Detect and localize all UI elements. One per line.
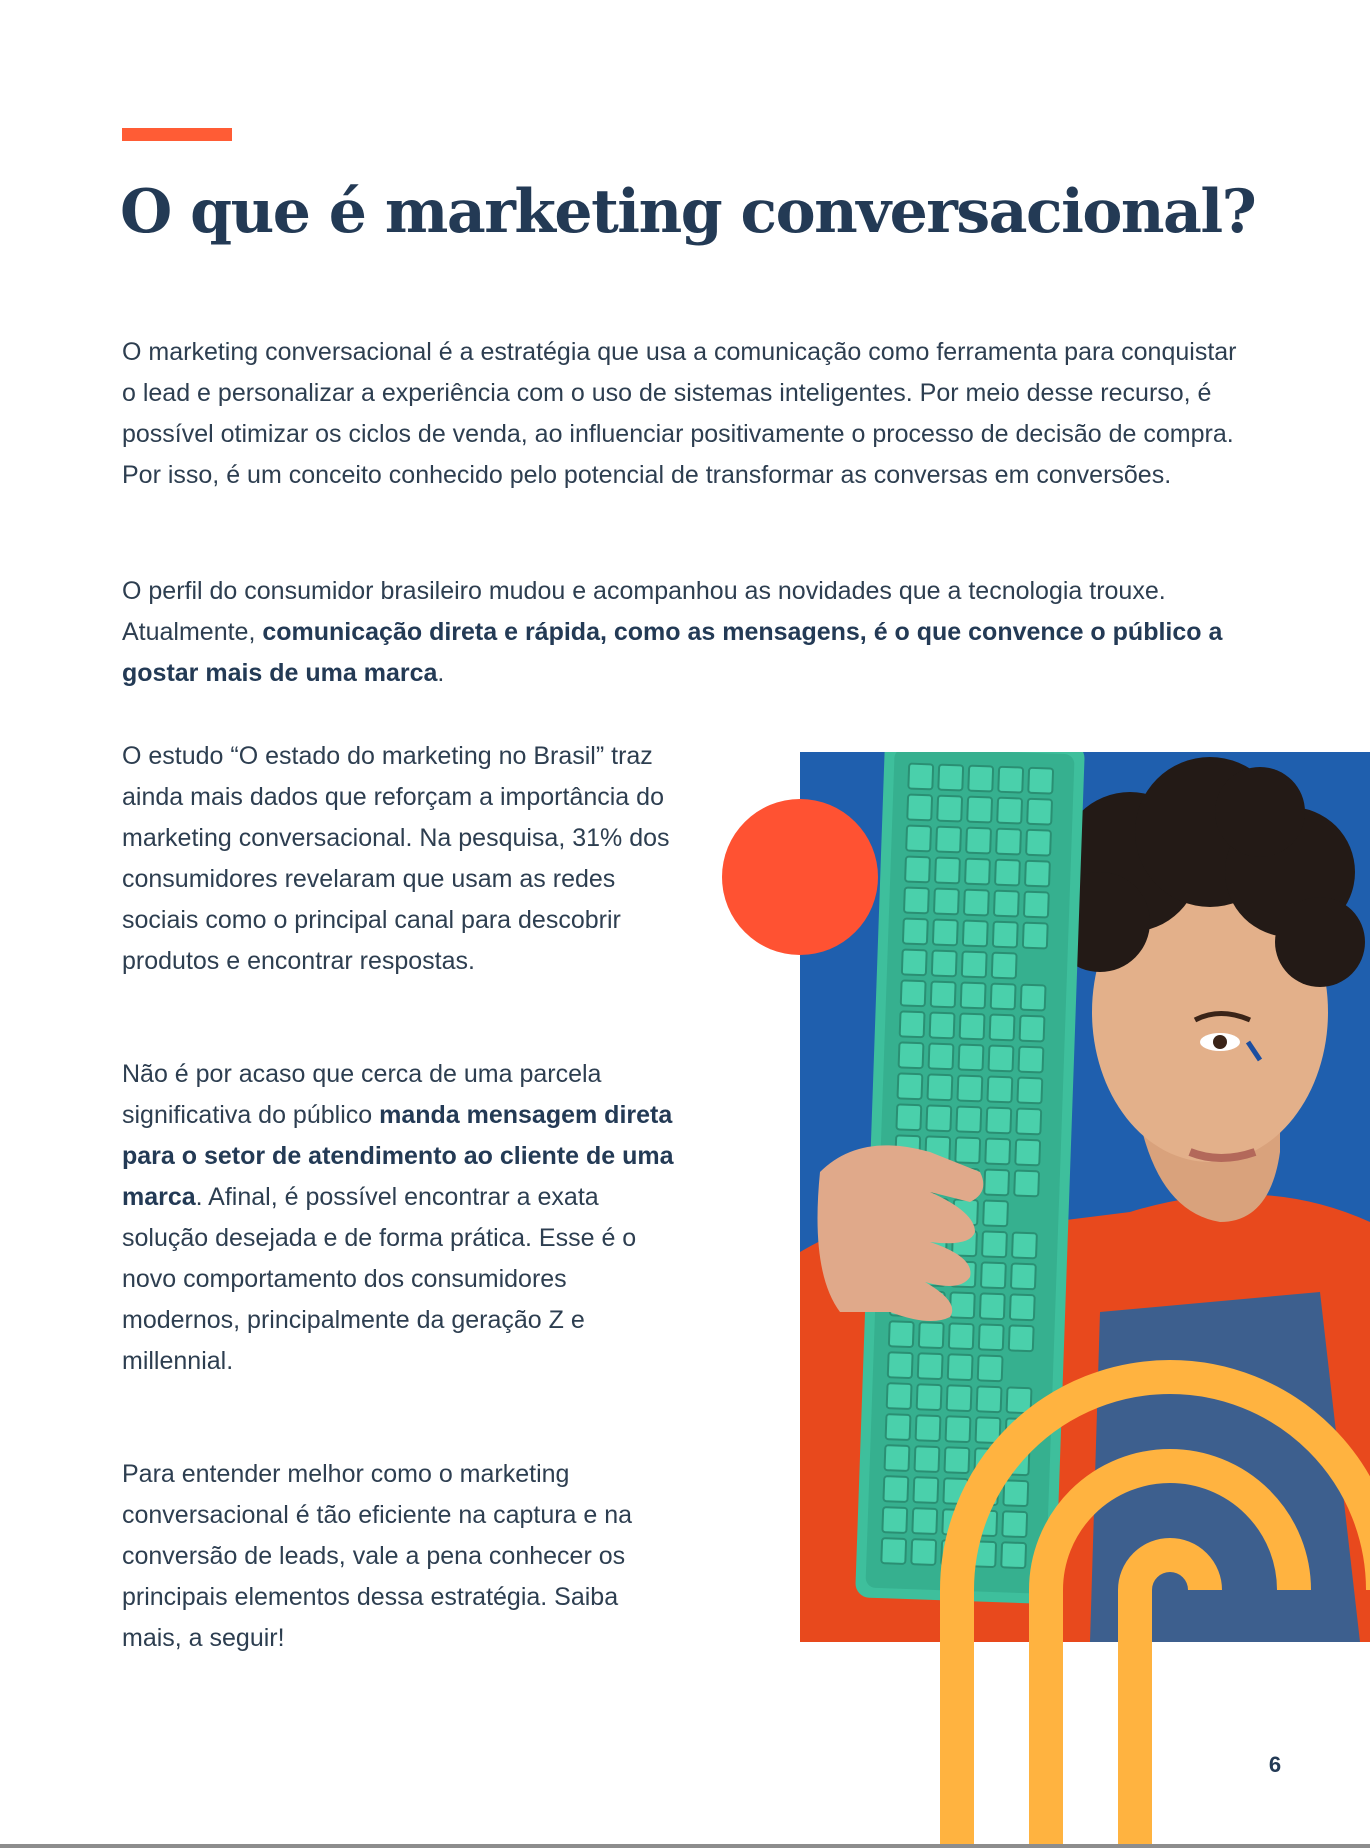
- keyboard-key: [888, 1352, 913, 1378]
- keyboard-key: [1012, 1232, 1037, 1258]
- keyboard-key: [1026, 830, 1051, 856]
- keyboard-key: [1024, 892, 1049, 918]
- keyboard-key: [1021, 985, 1046, 1011]
- paragraph-consumer-profile-bold: comunicação direta e rápida, como as mensagens, é o que convence o público a gostar mais de uma marca: [122, 618, 1223, 687]
- keyboard-key: [903, 918, 928, 944]
- keyboard-key: [908, 764, 933, 790]
- keyboard-key: [991, 984, 1016, 1010]
- paragraph-consumer-profile-tail: .: [437, 659, 445, 687]
- keyboard-key: [934, 889, 959, 915]
- keyboard-key: [982, 1231, 1007, 1257]
- page-title: O que é marketing conversacional?: [120, 177, 1256, 247]
- keyboard-key: [911, 1539, 936, 1565]
- keyboard-key: [1028, 768, 1053, 794]
- keyboard-key: [989, 1046, 1014, 1072]
- paragraph-consumer-profile: [122, 571, 1252, 694]
- decorative-circle: [722, 799, 878, 955]
- keyboard-key: [1020, 1016, 1045, 1042]
- keyboard-key: [963, 921, 988, 947]
- keyboard-key: [979, 1324, 1004, 1350]
- keyboard-key: [966, 828, 991, 854]
- keyboard-key: [926, 1105, 951, 1131]
- keyboard-key: [946, 1416, 971, 1442]
- keyboard-key: [972, 1510, 997, 1536]
- keyboard-key: [886, 1414, 911, 1440]
- keyboard-key: [942, 1509, 967, 1535]
- keyboard-key: [984, 1169, 1009, 1195]
- keyboard-key: [1019, 1047, 1044, 1073]
- keyboard-key: [1003, 1480, 1028, 1506]
- paragraph-direct-message-bold: manda mensagem direta para o setor de atendimento ao cliente de uma marca: [122, 1101, 674, 1211]
- keyboard-key: [917, 1384, 942, 1410]
- keyboard-key: [948, 1354, 973, 1380]
- keyboard-key: [905, 857, 930, 883]
- keyboard-person-photo: [800, 752, 1370, 1642]
- keyboard-key: [960, 1014, 985, 1040]
- keyboard-key: [932, 951, 957, 977]
- keyboard-key: [959, 1045, 984, 1071]
- paragraph-study: O estudo “O estado do marketing no Brasil” traz ainda mais dados que reforçam a importância do marketing conversacional. Na pesquisa, 31% dos consumidores revelaram que usam as redes sociais como o principal canal para descobrir produtos e encontrar respostas.: [122, 742, 670, 975]
- keyboard-key: [896, 1104, 921, 1130]
- keyboard-key: [955, 1137, 980, 1163]
- keyboard-key: [1016, 1109, 1041, 1135]
- keyboard-key: [1014, 1171, 1039, 1197]
- keyboard-key: [919, 1322, 944, 1348]
- keyboard-key: [1015, 1140, 1040, 1166]
- keyboard-key: [1004, 1449, 1029, 1475]
- keyboard-key: [916, 1415, 941, 1441]
- keyboard-key: [978, 1355, 1003, 1381]
- keyboard-key: [904, 888, 929, 914]
- keyboard-key: [1007, 1387, 1032, 1413]
- keyboard-key: [1017, 1078, 1042, 1104]
- keyboard-key: [1027, 799, 1052, 825]
- keyboard-key: [994, 891, 1019, 917]
- keyboard-key: [1006, 1418, 1031, 1444]
- keyboard-key: [996, 829, 1021, 855]
- keyboard-key: [915, 1446, 940, 1472]
- paragraph-definition: O marketing conversacional é a estratégia que usa a comunicação como ferramenta para conquistar o lead e personalizar a experiência com o uso de sistemas inteligentes. Por meio desse recurso, é possível otimizar os ciclos de venda, ao influenciar positivamente o processo de decisão de compra. Por isso, é um conceito conhecido pelo potencial de transformar as conversas em conversões.: [122, 338, 1237, 489]
- keyboard-key: [950, 1292, 975, 1318]
- keyboard-key: [900, 1011, 925, 1037]
- keyboard-key: [936, 827, 961, 853]
- keyboard-key: [967, 797, 992, 823]
- keyboard-key: [887, 1383, 912, 1409]
- keyboard-key: [1023, 923, 1048, 949]
- keyboard-key: [901, 980, 926, 1006]
- keyboard-key: [913, 1477, 938, 1503]
- keyboard-key: [992, 953, 1017, 979]
- keyboard-key: [883, 1476, 908, 1502]
- keyboard-key: [993, 922, 1018, 948]
- keyboard-key: [889, 1321, 914, 1347]
- keyboard-key: [990, 1015, 1015, 1041]
- keyboard-key: [929, 1043, 954, 1069]
- keyboard-key: [935, 858, 960, 884]
- keyboard-key: [944, 1447, 969, 1473]
- keyboard-key: [1010, 1294, 1035, 1320]
- keyboard-key: [956, 1106, 981, 1132]
- keyboard-key: [968, 766, 993, 792]
- keyboard-key: [938, 765, 963, 791]
- accent-bar: [122, 128, 232, 141]
- keyboard-key: [882, 1507, 907, 1533]
- keyboard-key: [943, 1478, 968, 1504]
- keyboard-key: [927, 1074, 952, 1100]
- keyboard-key: [964, 890, 989, 916]
- paragraph-conclusion: Para entender melhor como o marketing conversacional é tão eficiente na captura e na conversão de leads, vale a pena conhecer os principais elementos dessa estratégia. Saiba mais, a seguir!: [122, 1460, 633, 1652]
- keyboard-key: [937, 796, 962, 822]
- keyboard-key: [973, 1479, 998, 1505]
- keyboard-key: [898, 1073, 923, 1099]
- bottom-rule: [0, 1844, 1370, 1848]
- keyboard-key: [885, 1445, 910, 1471]
- keyboard-key: [941, 1540, 966, 1566]
- keyboard-key: [987, 1077, 1012, 1103]
- keyboard-key: [983, 1200, 1008, 1226]
- page-number: 6: [1268, 1752, 1282, 1777]
- keyboard-key: [995, 860, 1020, 886]
- keyboard-key: [998, 767, 1023, 793]
- keyboard-key: [899, 1042, 924, 1068]
- keyboard-key: [1025, 861, 1050, 887]
- keyboard-key: [881, 1538, 906, 1564]
- keyboard-key: [986, 1108, 1011, 1134]
- keyboard-key: [912, 1508, 937, 1534]
- keyboard-key: [906, 826, 931, 852]
- overalls-shape: [1090, 1292, 1360, 1642]
- keyboard-key: [957, 1075, 982, 1101]
- keyboard-key: [918, 1353, 943, 1379]
- keyboard-key: [965, 859, 990, 885]
- keyboard-key: [985, 1138, 1010, 1164]
- keyboard-key: [930, 1012, 955, 1038]
- keyboard-key: [976, 1417, 1001, 1443]
- keyboard-key: [907, 795, 932, 821]
- keyboard-key: [1002, 1511, 1027, 1537]
- paragraph-direct-message-tail: . Afinal, é possível encontrar a exata solução desejada e de forma prática. Esse é o novo comportamento dos consumidores modernos, principalmente da geração Z e millennial.: [122, 1183, 637, 1375]
- keyboard-key: [933, 920, 958, 946]
- keyboard-key: [902, 949, 927, 975]
- keyboard-key: [981, 1262, 1006, 1288]
- keyboard-key: [961, 983, 986, 1009]
- keyboard-key: [1011, 1263, 1036, 1289]
- paragraph-direct-message-lead: Não é por acaso que cerca de uma parcela significativa do público: [122, 1060, 602, 1129]
- keyboard-key: [931, 981, 956, 1007]
- keyboard-key: [949, 1323, 974, 1349]
- keyboard-key: [962, 952, 987, 978]
- keyboard-key: [971, 1541, 996, 1567]
- keyboard-key: [980, 1293, 1005, 1319]
- keyboard-key: [1001, 1542, 1026, 1568]
- eye-iris: [1213, 1035, 1227, 1049]
- keyboard-key: [947, 1385, 972, 1411]
- keyboard-key: [974, 1448, 999, 1474]
- keyboard-key: [997, 798, 1022, 824]
- paragraph-consumer-profile-lead: O perfil do consumidor brasileiro mudou e acompanhou as novidades que a tecnologia trouxe. Atualmente,: [122, 577, 1166, 646]
- paragraph-direct-message: [122, 1054, 682, 1382]
- keyboard-key: [1009, 1325, 1034, 1351]
- keyboard-key: [977, 1386, 1002, 1412]
